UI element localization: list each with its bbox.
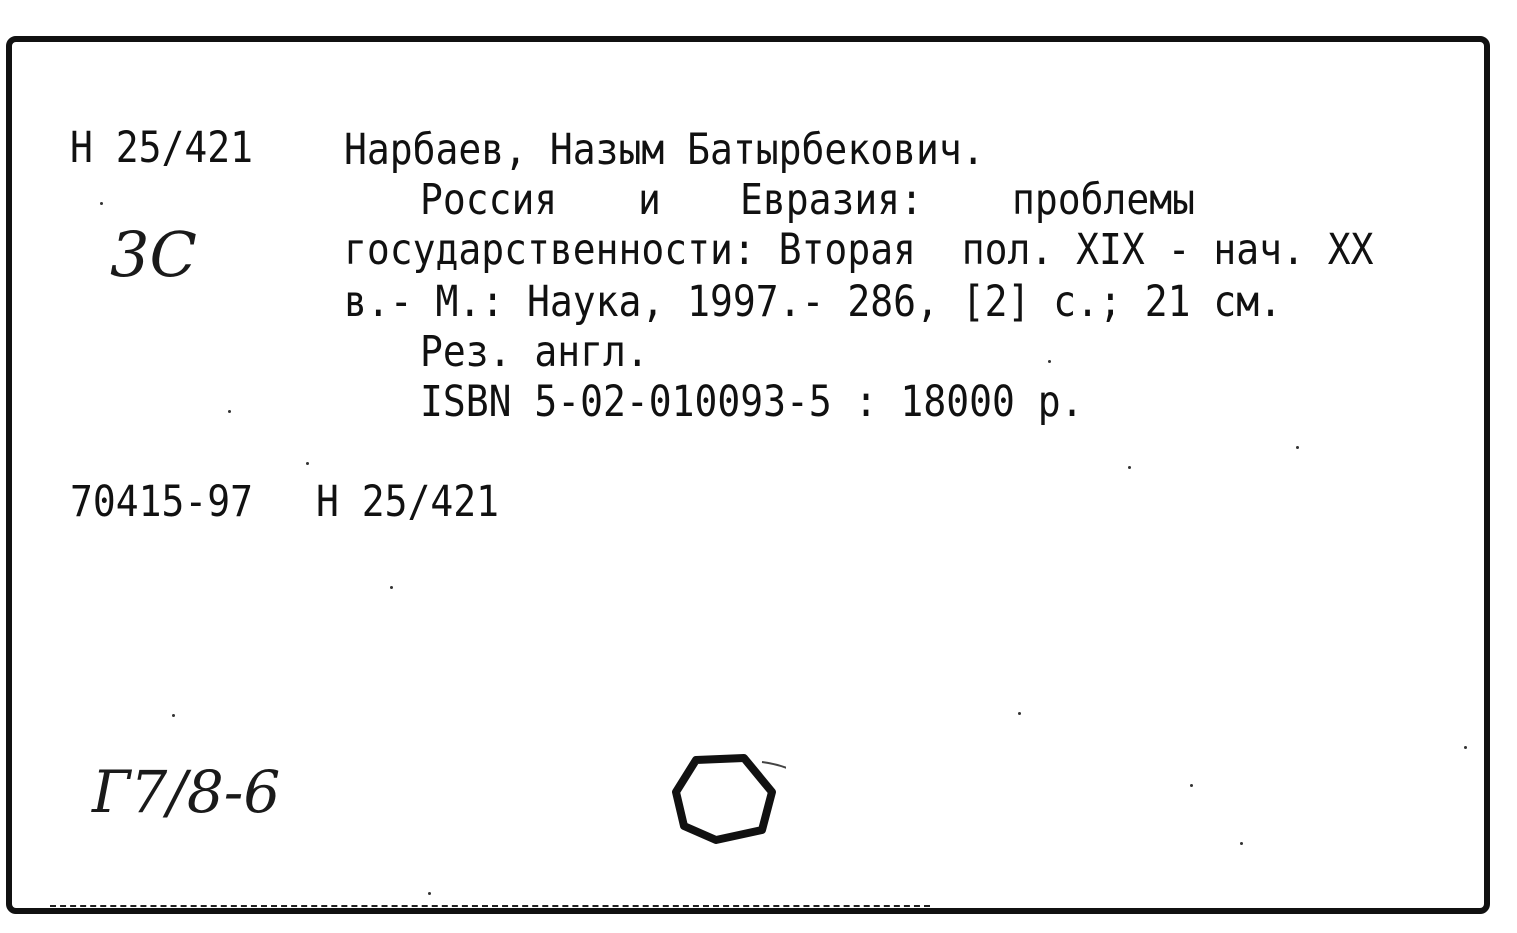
speck	[428, 892, 431, 895]
punch-hole-icon	[666, 752, 786, 848]
title-word-1: Россия	[420, 174, 558, 224]
speck	[390, 586, 393, 589]
handwritten-mark-top: 3С	[110, 218, 197, 291]
title-word-4: проблемы	[1012, 174, 1196, 224]
speck	[1464, 746, 1467, 749]
speck	[100, 202, 103, 205]
record-number: 70415-97	[70, 476, 254, 526]
author-heading: Нарбаев, Назым Батырбекович.	[344, 124, 985, 174]
shelf-mark: Н 25/421	[70, 122, 254, 172]
speck	[1048, 360, 1051, 363]
speck	[172, 714, 175, 717]
title-line-2: государственности: Вторая пол. XIX - нач. XX	[344, 224, 1374, 274]
speck	[1128, 466, 1131, 469]
speck	[1296, 446, 1299, 449]
speck	[1190, 784, 1193, 787]
imprint-line: в.- М.: Наука, 1997.- 286, [2] с.; 21 см.	[344, 276, 1282, 326]
record-shelf-mark: Н 25/421	[316, 476, 500, 526]
speck	[306, 462, 309, 465]
note-line: Рез. англ.	[420, 326, 649, 376]
speck	[228, 410, 231, 413]
title-word-3: Евразия:	[740, 174, 924, 224]
speck	[1240, 842, 1243, 845]
title-word-2: и	[638, 174, 661, 224]
handwritten-mark-bottom: Г7/8-6	[92, 758, 281, 826]
speck	[1018, 712, 1021, 715]
isbn-line: ISBN 5-02-010093-5 : 18000 р.	[420, 376, 1084, 426]
bottom-rule	[50, 905, 930, 907]
